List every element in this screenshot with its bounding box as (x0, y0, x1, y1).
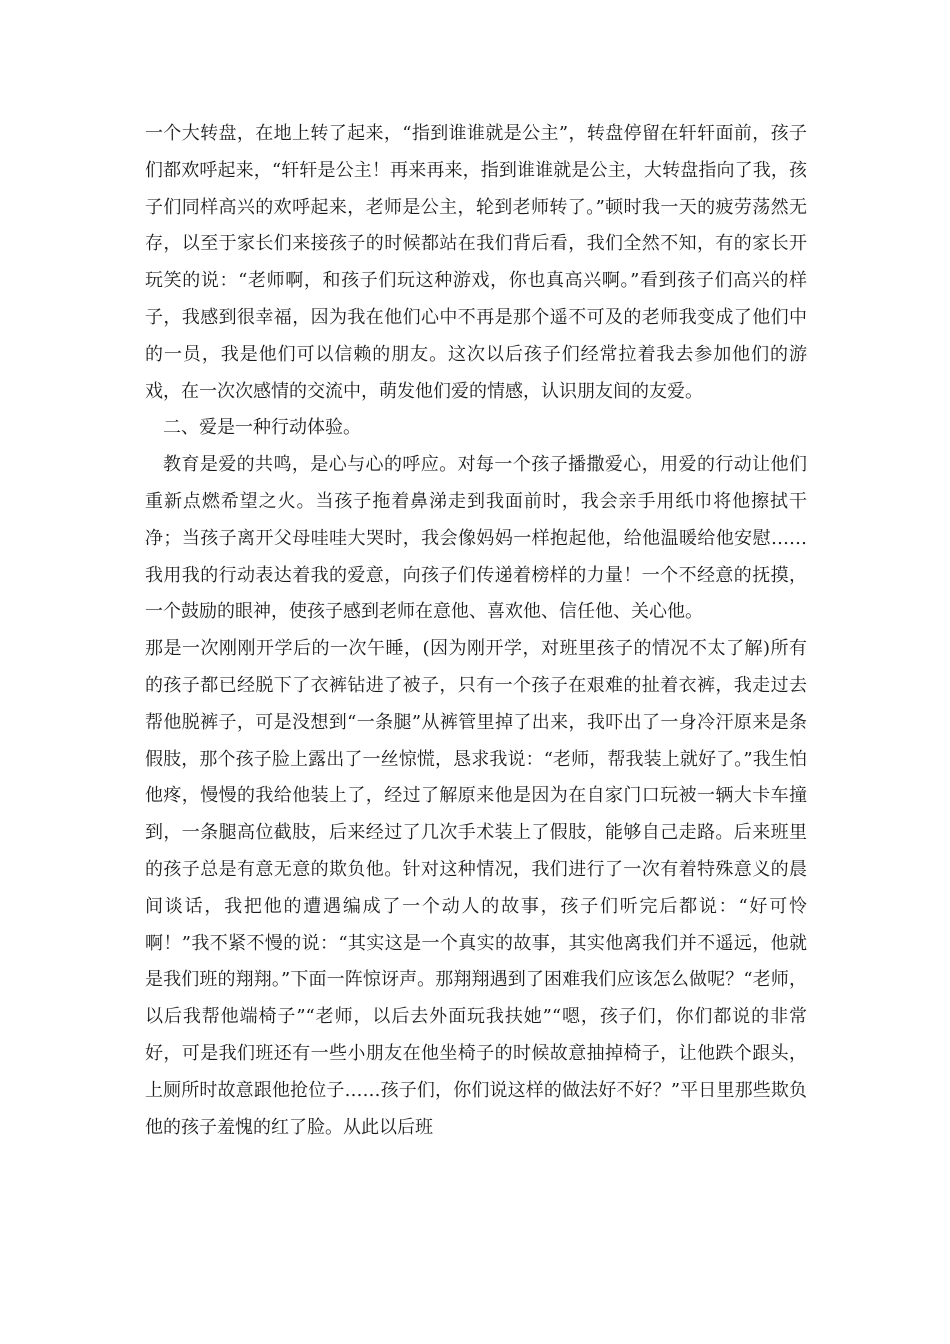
section-heading-love-action: 二、爱是一种行动体验。 (163, 417, 361, 439)
paragraph-story-continuation: 一个大转盘，在地上转了起来，“指到谁谁就是公主”，转盘停留在轩轩面前，孩子们都欢呼起来，“轩轩是公主！再来再来，指到谁谁就是公主，大转盘指向了我，孩子们同样高兴的欢呼起来，老师是公主，轮到老师转了。”顿时我一天的疲劳荡然无存，以至于家长们来接孩子的时候都站在我们背后看，我们全然不知，有的家长开玩笑的说：“老师啊，和孩子们玩这种游戏，你也真高兴啊。”看到孩子们高兴的样子，我感到很幸福，因为我在他们心中不再是那个遥不可及的老师我变成了他们中的一员，我是他们可以信赖的朋友。这次以后孩子们经常拉着我去参加他们的游戏，在一次次感情的交流中，萌发他们爱的情感，认识朋友间的友爱。 (145, 123, 807, 402)
paragraph-nap-story: 那是一次刚刚开学后的一次午睡，(因为刚开学，对班里孩子的情况不太了解)所有的孩子都已经脱下了衣裤钻进了被子，只有一个孩子在艰难的扯着衣裤，我走过去帮他脱裤子，可是没想到“一条腿”从裤管里掉了出来，我吓出了一身冷汗原来是条假肢，那个孩子脸上露出了一丝惊慌，恳求我说：“老师，帮我装上就好了。”我生怕他疼，慢慢的我给他装上了，经过了解原来他是因为在自家门口玩被一辆大卡车撞到，一条腿高位截肢，后来经过了几次手术装上了假肢，能够自己走路。后来班里的孩子总是有意无意的欺负他。针对这种情况，我们进行了一次有着特殊意义的晨间谈话，我把他的遭遇编成了一个动人的故事，孩子们听完后都说：“好可怜啊！”我不紧不慢的说：“其实这是一个真实的故事，其实他离我们并不遥远，他就是我们班的翔翔。”下面一阵惊讶声。那翔翔遇到了困难我们应该怎么做呢？“老师，以后我帮他端椅子”“老师，以后去外面玩我扶她”“嗯，孩子们，你们都说的非常好，可是我们班还有一些小朋友在他坐椅子的时候故意抽掉椅子，让他跌个跟头，上厕所时故意跟他抢位子……孩子们，你们说这样的做法好不好？”平日里那些欺负他的孩子羞愧的红了脸。从此以后班 (145, 638, 807, 1138)
paragraph-education-resonance: 教育是爱的共鸣，是心与心的呼应。对每一个孩子播撒爱心，用爱的行动让他们重新点燃希望之火。当孩子拖着鼻涕走到我面前时，我会亲手用纸巾将他擦拭干净；当孩子离开父母哇哇大哭时，我会像妈妈一样抱起他，给他温暖给他安慰……我用我的行动表达着我的爱意，向孩子们传递着榜样的力量！一个不经意的抚摸，一个鼓励的眼神，使孩子感到老师在意他、喜欢他、信任他、关心他。 (145, 454, 807, 623)
document-body (145, 116, 807, 1146)
